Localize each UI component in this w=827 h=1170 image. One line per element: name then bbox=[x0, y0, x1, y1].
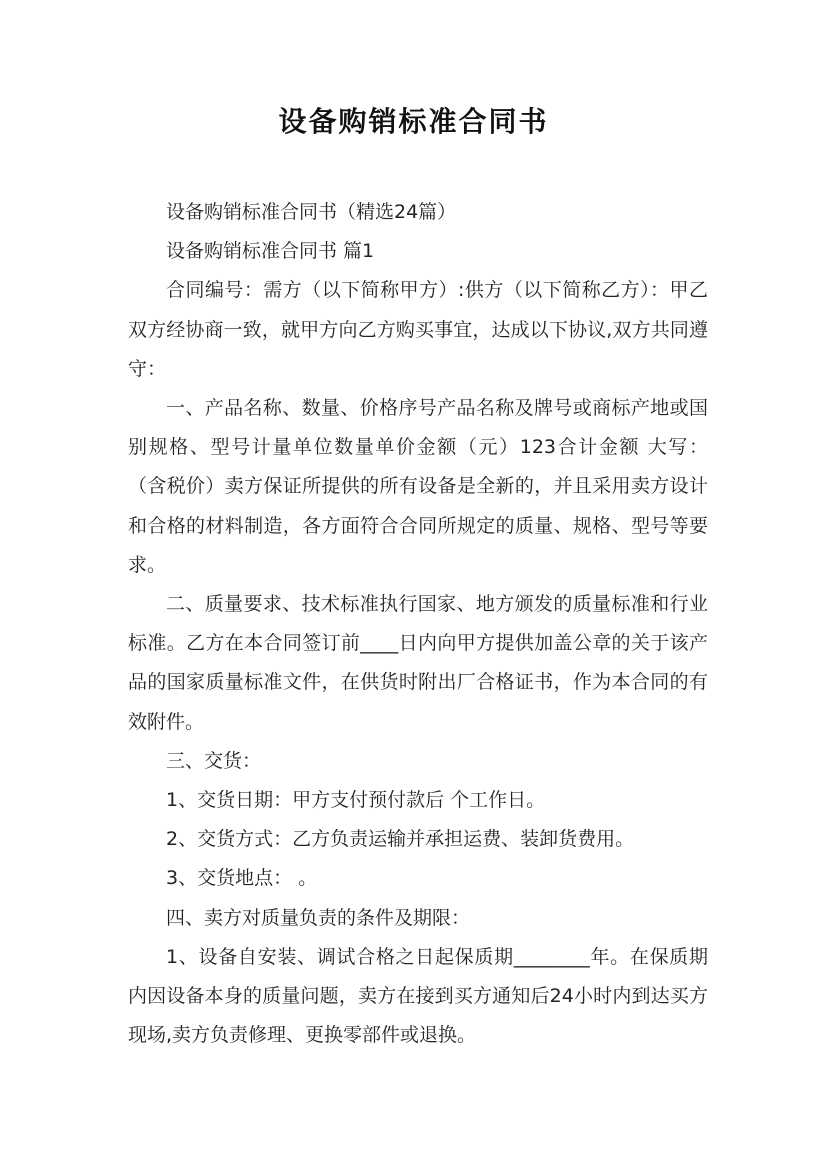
paragraph-clause-1: 一、产品名称、数量、价格序号产品名称及牌号或商标产地或国别规格、型号计量单位数量单价金额（元）123合计金额 大写： （含税价）卖方保证所提供的所有设备是全新的，并且采用卖方设计和合格的材料制造，各方面符合合同所规定的质量、规格、型号等要求。 bbox=[128, 397, 708, 576]
document-title: 设备购销标准合同书 bbox=[278, 105, 549, 138]
paragraph-delivery-location: 3、交货地点： 。 bbox=[166, 867, 318, 890]
paragraph-warranty: 1、设备自安装、调试合格之日起保质期________年。在保质期内因设备本身的质量问题，卖方在接到买方通知后24小时内到达买方现场,卖方负责修理、更换零部件或退换。 bbox=[128, 945, 708, 1047]
paragraph-clause-3: 三、交货： bbox=[166, 749, 262, 772]
paragraph-contract-intro: 合同编号：需方（以下简称甲方）:供方（以下简称乙方）：甲乙双方经协商一致，就甲方向乙方购买事宜，达成以下协议,双方共同遵守： bbox=[128, 279, 708, 380]
paragraph-delivery-method: 2、交货方式：乙方负责运输并承担运费、装卸货费用。 bbox=[166, 828, 635, 851]
paragraph-delivery-date: 1、交货日期：甲方支付预付款后 个工作日。 bbox=[166, 789, 546, 812]
paragraph-clause-2: 二、质量要求、技术标准执行国家、地方颁发的质量标准和行业标准。乙方在本合同签订前____日内向甲方提供加盖公章的关于该产品的国家质量标准文件，在供货时附出厂合格证书，作为本合同的有效附件。 bbox=[128, 593, 708, 733]
paragraph-section-heading: 设备购销标准合同书 篇1 bbox=[166, 240, 375, 263]
paragraph-clause-4: 四、卖方对质量负责的条件及期限： bbox=[166, 906, 471, 929]
paragraph-subtitle: 设备购销标准合同书（精选24篇） bbox=[166, 201, 457, 223]
document-body bbox=[128, 193, 708, 1055]
